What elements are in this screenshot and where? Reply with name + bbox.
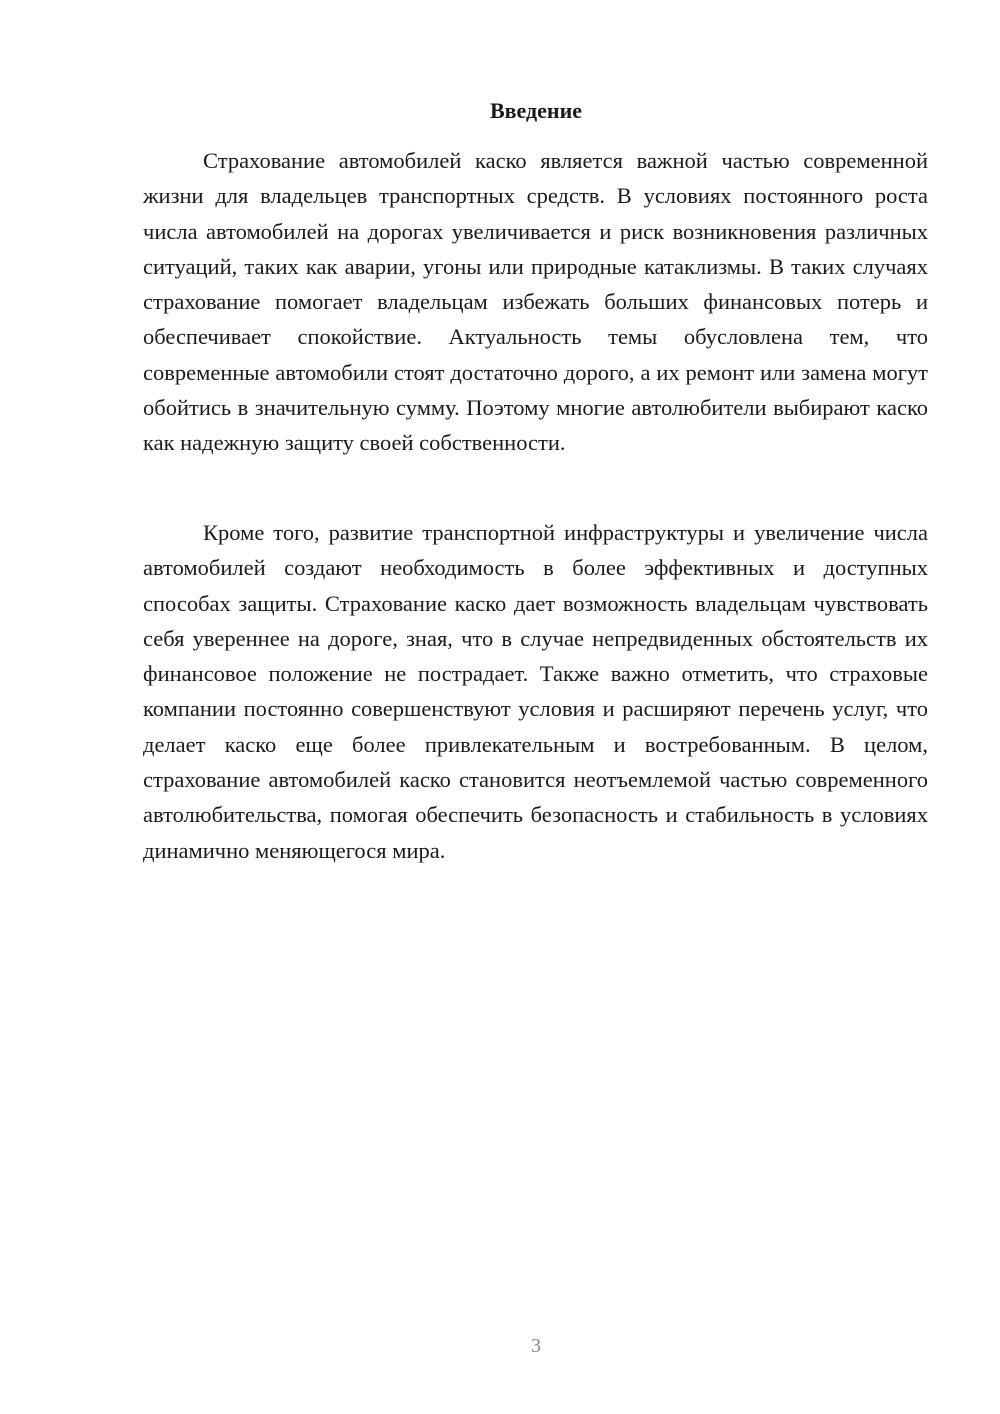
paragraph-1: Страхование автомобилей каско является важной частью современной жизни для владельцев транспортных средств. В условиях постоянного роста числа автомобилей на дорогах увеличивается и риск возникновения различных ситуаций, таких как аварии, угоны или природные катаклизмы. В таких случаях страхование помогает владельцам избежать больших финансовых потерь и обеспечивает спокойствие. Актуальность темы обусловлена тем, что современные автомобили стоят достаточно дорого, а их ремонт или замена могут обойтись в значительную сумму. Поэтому многие автолюбители выбирают каско как надежную защиту своей собственности.	[143, 148, 928, 456]
page-number: 3	[531, 1335, 541, 1357]
paragraph-2: Кроме того, развитие транспортной инфраструктуры и увеличение числа автомобилей создают необходимость в более эффективных и доступных способах защиты. Страхование каско дает возможность владельцам чувствовать себя увереннее на дороге, зная, что в случае непредвиденных обстоятельств их финансовое положение не пострадает. Также важно отметить, что страховые компании постоянно совершенствуют условия и расширяют перечень услуг, что делает каско еще более привлекательным и востребованным. В целом, страхование автомобилей каско становится неотъемлемой частью современного автолюбительства, помогая обеспечить безопасность и стабильность в условиях динамично меняющегося мира.	[143, 520, 928, 863]
section-title: Введение	[489, 98, 583, 123]
